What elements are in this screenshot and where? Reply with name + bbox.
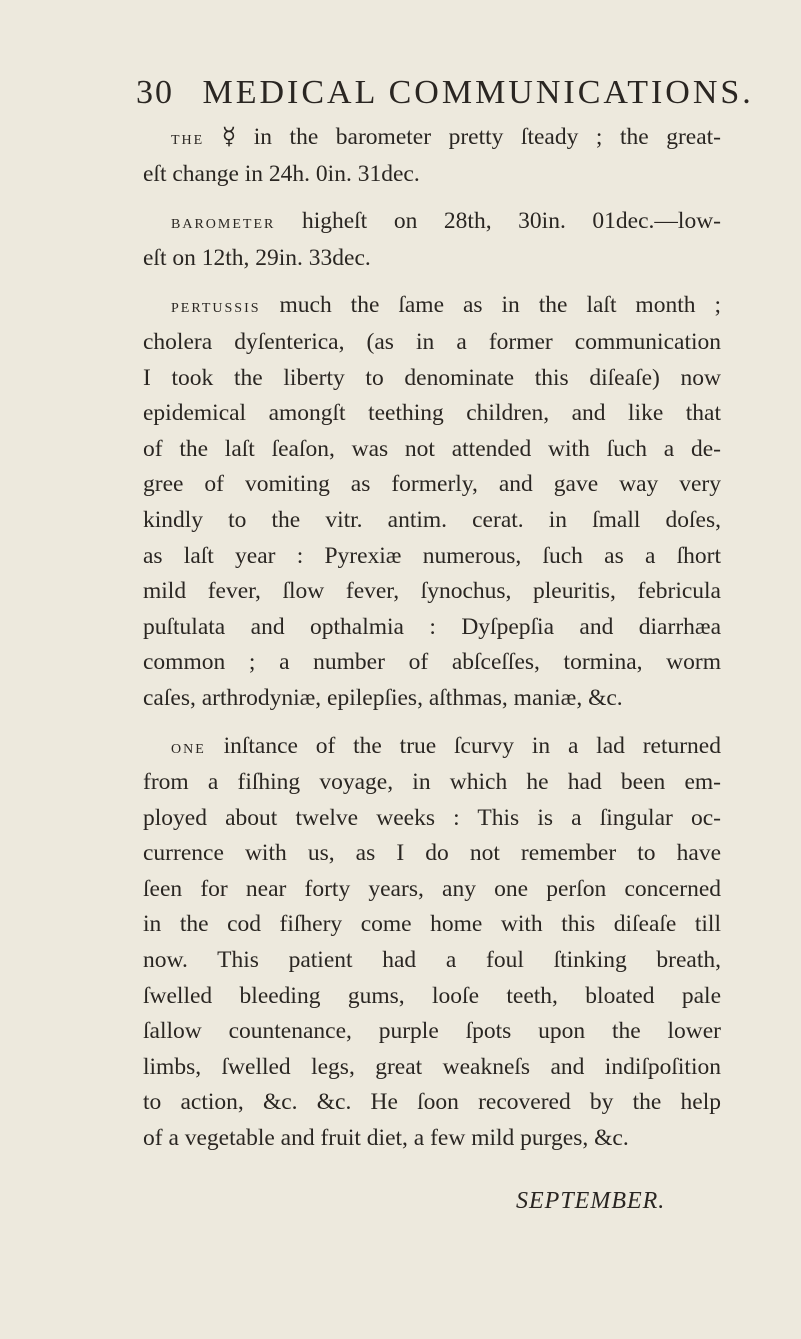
text-line: currence with us, as I do not remember to have bbox=[143, 840, 721, 867]
text-line: to action, &c. &c. He ſoon recovered by the help bbox=[143, 1089, 721, 1116]
text-line: limbs, ſwelled legs, great weakneſs and indiſpoſition bbox=[143, 1053, 721, 1080]
text-line: ſwelled bleeding gums, looſe teeth, bloated pale bbox=[143, 982, 721, 1009]
line-text: ☿ in the barometer pretty ſteady ; the great- bbox=[204, 124, 721, 150]
text-line: in the cod fiſhery come home with this diſeaſe till bbox=[143, 911, 721, 938]
page-number: 30 bbox=[136, 74, 174, 111]
line-text: inſtance of the true ſcurvy in a lad returned bbox=[205, 732, 721, 759]
text-line: I took the liberty to denominate this diſeaſe) now bbox=[143, 364, 721, 391]
running-head: MEDICAL COMMUNICATIONS. bbox=[202, 74, 754, 111]
body-text bbox=[143, 120, 721, 1169]
text-line: eſt on 12th, 29in. 33dec. bbox=[143, 244, 371, 271]
paragraph-lead-word: pertussis bbox=[171, 295, 261, 318]
paragraph bbox=[143, 288, 721, 716]
text-line: mild fever, ſlow fever, ſynochus, pleuritis, febricula bbox=[143, 578, 721, 605]
text-line bbox=[143, 729, 721, 766]
paragraph bbox=[143, 729, 721, 1157]
text-line: cholera dyſenterica, (as in a former communication bbox=[143, 328, 721, 355]
text-line bbox=[143, 204, 721, 241]
paragraph-lead-word: one bbox=[171, 735, 206, 758]
text-line: eſt change in 24h. 0in. 31dec. bbox=[143, 160, 420, 187]
text-line: epidemical amongſt teething children, and like that bbox=[143, 400, 721, 427]
paragraph-lead-word: the bbox=[171, 127, 205, 149]
text-line: puſtulata and opthalmia : Dyſpepſia and diarrhæa bbox=[143, 613, 721, 640]
text-line: ſeen for near forty years, any one perſon concerned bbox=[143, 875, 721, 902]
paragraph bbox=[143, 120, 721, 192]
text-line: of a vegetable and fruit diet, a few mild purges, &c. bbox=[143, 1125, 629, 1152]
line-text: much the ſame as in the laſt month ; bbox=[260, 292, 721, 319]
paragraph-lead-word: barometer bbox=[171, 211, 276, 234]
text-line: gree of vomiting as formerly, and gave way very bbox=[143, 471, 721, 498]
text-line: ſallow countenance, purple ſpots upon the lower bbox=[143, 1018, 721, 1045]
catchword: SEPTEMBER. bbox=[516, 1188, 666, 1214]
text-line bbox=[143, 120, 721, 157]
text-line: common ; a number of abſceſſes, tormina, worm bbox=[143, 649, 721, 676]
line-text: higheſt on 28th, 30in. 01dec.—low- bbox=[275, 208, 721, 235]
text-line: of the laſt ſeaſon, was not attended with ſuch a de- bbox=[143, 435, 721, 462]
text-line: from a fiſhing voyage, in which he had been em- bbox=[143, 769, 721, 796]
text-line: ployed about twelve weeks : This is a ſingular oc- bbox=[143, 804, 721, 831]
page-header bbox=[136, 74, 754, 112]
text-line: as laſt year : Pyrexiæ numerous, ſuch as a ſhort bbox=[143, 542, 721, 569]
text-line: kindly to the vitr. antim. cerat. in ſmall doſes, bbox=[143, 506, 721, 533]
paragraph bbox=[143, 204, 721, 276]
text-line: caſes, arthrodyniæ, epilepſies, aſthmas, maniæ, &c. bbox=[143, 684, 623, 711]
text-line: now. This patient had a foul ſtinking breath, bbox=[143, 947, 721, 974]
text-line bbox=[143, 288, 721, 325]
